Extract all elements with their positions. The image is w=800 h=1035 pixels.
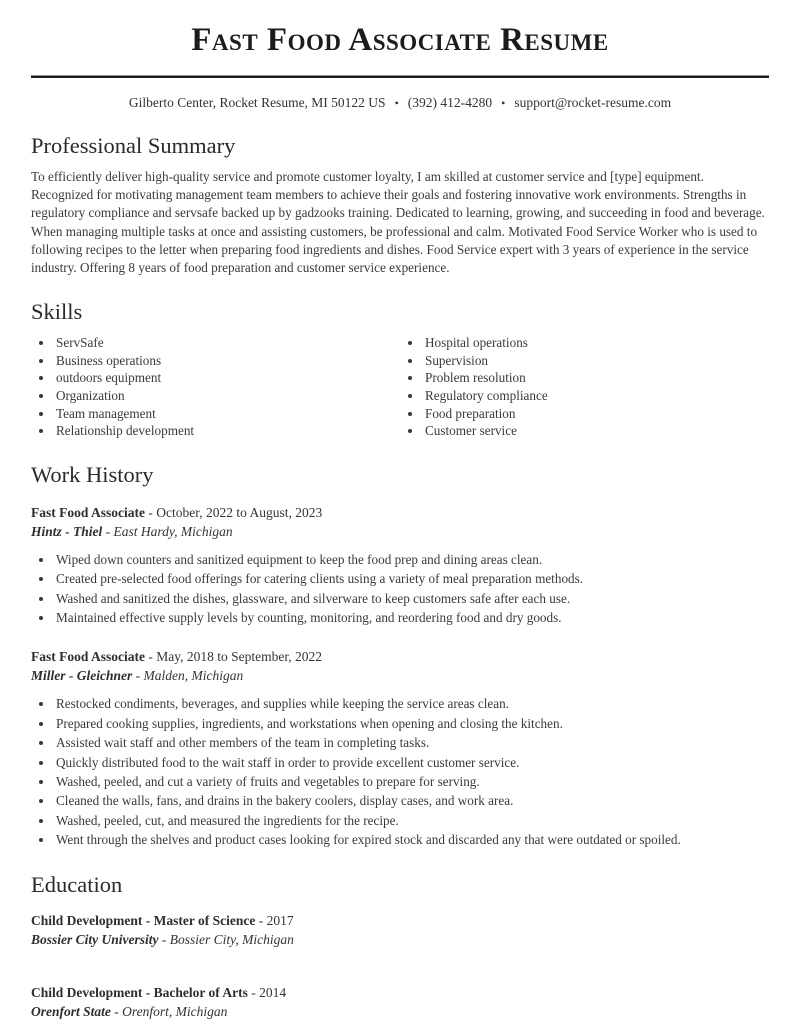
title-divider-rule <box>31 75 769 78</box>
professional-summary-text: To efficiently deliver high-quality service and promote customer loyalty, I am skilled at customer service and [type] equipment. Recognized for motivating management team members to achieve their goals and fostering innovative work environments. Strengths in regulatory compliance and servsafe backed up by gadzooks training. Dedicated to learning, growing, and succeeding in food and beverage. When managing multiple tasks at once and assisting customers, be professional and calm. Motivated Food Service Worker who is used to following recipes to the letter when preparing food ingredients and dishes. Food Service expert with 3 years of experience in the service industry. Offering 8 years of food preparation and customer service experience. <box>31 169 765 276</box>
job-title: Fast Food Associate <box>31 504 145 520</box>
job-duty-item: • Quickly distributed food to the wait staff in order to provide excellent customer service. <box>54 753 769 772</box>
job-duty-item: • Washed and sanitized the dishes, glassware, and silverware to keep customers safe after each use. <box>54 589 769 608</box>
school-location: Orenfort, Michigan <box>122 1003 228 1019</box>
skill-item: • Hospital operations <box>423 334 769 352</box>
job-duty-item: • Prepared cooking supplies, ingredients, and workstations when opening and closing the kitchen. <box>54 714 769 733</box>
joiner: - <box>255 912 267 928</box>
section-heading-skills: Skills <box>31 299 83 325</box>
skill-item: • ServSafe <box>54 334 400 352</box>
skills-column-left <box>31 334 400 440</box>
skills-list <box>31 334 769 440</box>
company-name: Hintz - Thiel <box>31 523 103 539</box>
skills-column-right <box>400 334 769 440</box>
company-name: Miller - Gleichner <box>31 668 133 684</box>
graduation-year: 2014 <box>259 984 287 1000</box>
skill-item: • Regulatory compliance <box>423 387 769 405</box>
job-dates: October, 2022 to August, 2023 <box>156 504 323 520</box>
job-duty-item: • Maintained effective supply levels by counting, monitoring, and reordering food and dry goods. <box>54 608 769 627</box>
skill-item: • Supervision <box>423 352 769 370</box>
job-title: Fast Food Associate <box>31 649 145 665</box>
job-duty-item: • Washed, peeled, and cut a variety of fruits and vegetables to prepare for serving. <box>54 772 769 791</box>
job-duty-item: • Created pre-selected food offerings for catering clients using a variety of meal preparation methods. <box>54 569 769 588</box>
school-name: Orenfort State <box>31 1003 111 1019</box>
job-location: Malden, Michigan <box>143 668 244 684</box>
work-history-entry <box>31 647 769 849</box>
degree-name: Child Development - Master of Science <box>31 912 256 928</box>
education-entry <box>31 911 769 949</box>
job-duty-item: • Restocked condiments, beverages, and supplies while keeping the service areas clean. <box>54 694 769 713</box>
joiner: - <box>102 523 114 539</box>
school-name: Bossier City University <box>31 931 159 947</box>
skill-item: • Team management <box>54 405 400 423</box>
job-duty-item: • Assisted wait staff and other members of the team in completing tasks. <box>54 733 769 752</box>
section-heading-professional-summary: Professional Summary <box>31 133 236 158</box>
job-company-line <box>31 522 769 541</box>
joiner: - <box>145 649 157 665</box>
contact-phone: (392) 412-4280 <box>407 95 493 110</box>
bullet-separator: • <box>394 96 399 110</box>
joiner: - <box>110 1003 123 1019</box>
job-duty-item: • Cleaned the walls, fans, and drains in the bakery coolers, display cases, and work area. <box>54 791 769 810</box>
education-degree-line <box>31 983 769 1002</box>
bullet-separator: • <box>501 96 506 110</box>
job-header <box>31 647 769 666</box>
education-school-line <box>31 1002 769 1021</box>
section-heading-education: Education <box>31 871 123 897</box>
skill-item: • Business operations <box>54 352 400 370</box>
joiner: - <box>158 931 170 947</box>
job-company-line <box>31 666 769 685</box>
skill-item: • Food preparation <box>423 405 769 423</box>
job-duties-list <box>31 694 769 849</box>
education-school-line <box>31 930 769 949</box>
contact-line <box>31 95 769 111</box>
skill-item: • Organization <box>54 387 400 405</box>
skill-item: • Customer service <box>423 422 769 440</box>
page-title: Fast Food Associate Resume <box>191 22 609 58</box>
school-location: Bossier City, Michigan <box>169 931 294 947</box>
education-entry <box>31 983 769 1021</box>
job-header <box>31 503 769 522</box>
section-heading-work-history: Work History <box>31 461 154 487</box>
contact-email: support@rocket-resume.com <box>514 95 672 110</box>
graduation-year: 2017 <box>266 912 294 928</box>
joiner: - <box>132 668 144 684</box>
skill-item: • Relationship development <box>54 422 400 440</box>
contact-address: Gilberto Center, Rocket Resume, MI 50122 US <box>128 95 386 110</box>
skill-item: • outdoors equipment <box>54 369 400 387</box>
job-location: East Hardy, Michigan <box>113 523 233 539</box>
joiner: - <box>145 504 157 520</box>
work-history-entry <box>31 503 769 628</box>
job-duties-list <box>31 550 769 628</box>
job-dates: May, 2018 to September, 2022 <box>156 649 323 665</box>
degree-name: Child Development - Bachelor of Arts <box>31 984 248 1000</box>
skill-item: • Problem resolution <box>423 369 769 387</box>
job-duty-item: • Washed, peeled, cut, and measured the ingredients for the recipe. <box>54 811 769 830</box>
joiner: - <box>247 984 260 1000</box>
job-duty-item: • Wiped down counters and sanitized equipment to keep the food prep and dining areas clean. <box>54 550 769 569</box>
education-degree-line <box>31 911 769 930</box>
job-duty-item: • Went through the shelves and product cases looking for expired stock and discarded any that were outdated or spoiled. <box>54 830 769 849</box>
